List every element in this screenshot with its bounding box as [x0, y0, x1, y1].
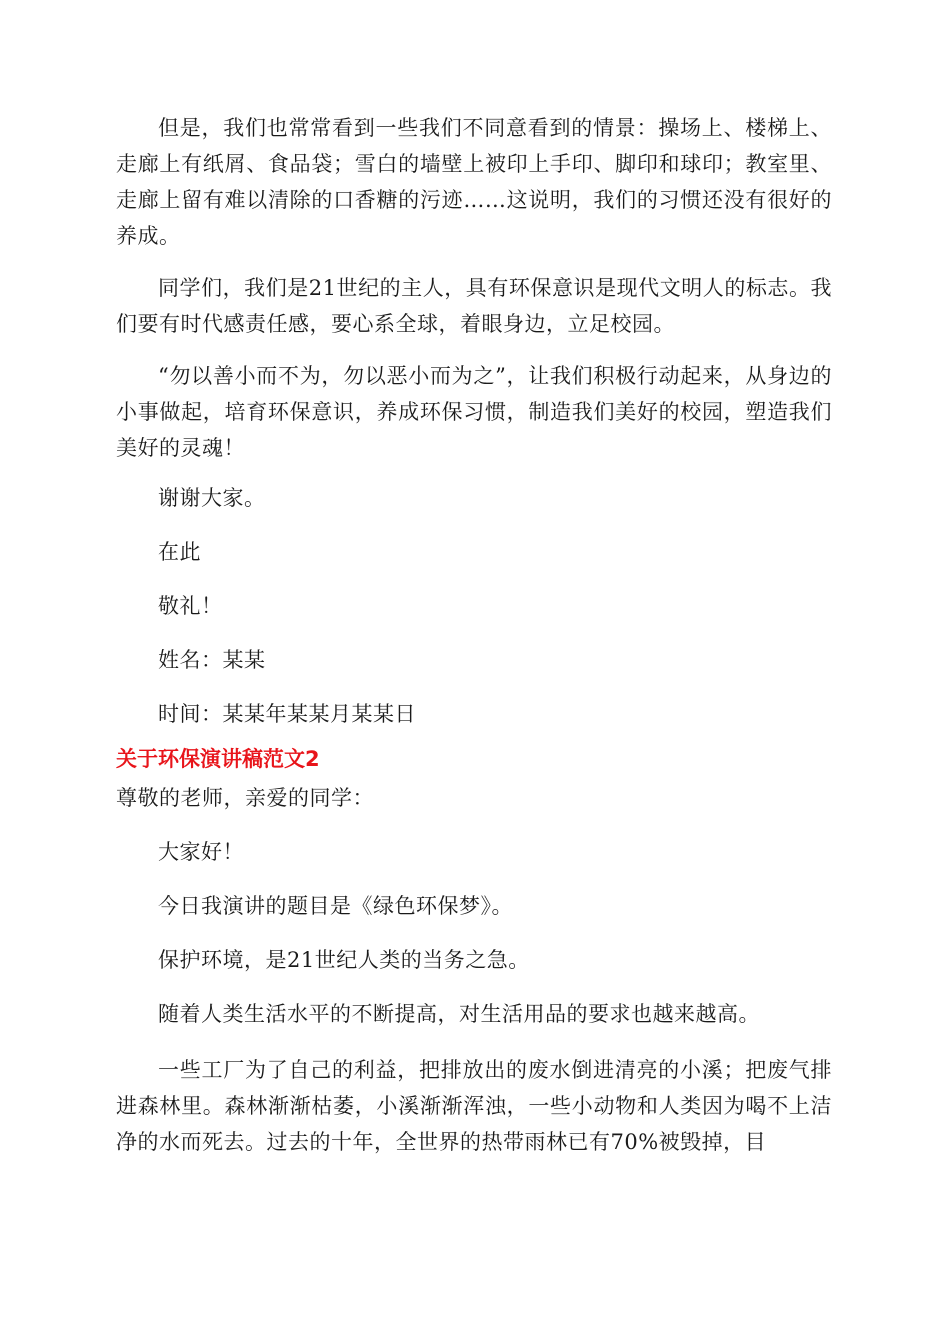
salutation-line: 尊敬的老师，亲爱的同学：	[116, 786, 374, 810]
greeting-line: 大家好！	[158, 840, 244, 864]
signature-name: 姓名：某某	[158, 648, 266, 672]
topic-line: 今日我演讲的题目是《绿色环保梦》。	[158, 894, 513, 918]
section-heading: 关于环保演讲稿范文2	[116, 747, 320, 771]
closing-line-2: 敬礼！	[158, 594, 223, 618]
thanks-line: 谢谢大家。	[158, 486, 266, 510]
environment-line: 保护环境，是21世纪人类的当务之急。	[158, 948, 530, 972]
signature-date: 时间：某某年某某月某某日	[158, 702, 416, 726]
document-body	[116, 110, 832, 1176]
paragraph-pollution: 一些工厂为了自己的利益，把排放出的废水倒进清亮的小溪；把废气排进森林里。森林渐渐枯萎，小溪渐渐浑浊，一些小动物和人类因为喝不上洁净的水而死去。过去的十年，全世界的热带雨林已有70%被毁掉，目	[116, 1058, 832, 1154]
paragraph-21st-century: 同学们，我们是21世纪的主人，具有环保意识是现代文明人的标志。我们要有时代感责任感，要心系全球，着眼身边，立足校园。	[116, 276, 832, 336]
paragraph-bad-habits: 但是，我们也常常看到一些我们不同意看到的情景：操场上、楼梯上、走廊上有纸屑、食品袋；雪白的墙壁上被印上手印、脚印和球印；教室里、走廊上留有难以清除的口香糖的污迹……这说明，我们的习惯还没有很好的养成。	[116, 116, 832, 248]
paragraph-call-to-action: “勿以善小而不为，勿以恶小而为之”，让我们积极行动起来，从身边的小事做起，培育环保意识，养成环保习惯，制造我们美好的校园，塑造我们美好的灵魂！	[116, 364, 832, 460]
living-standard-line: 随着人类生活水平的不断提高，对生活用品的要求也越来越高。	[158, 1002, 760, 1026]
closing-line-1: 在此	[158, 540, 201, 564]
